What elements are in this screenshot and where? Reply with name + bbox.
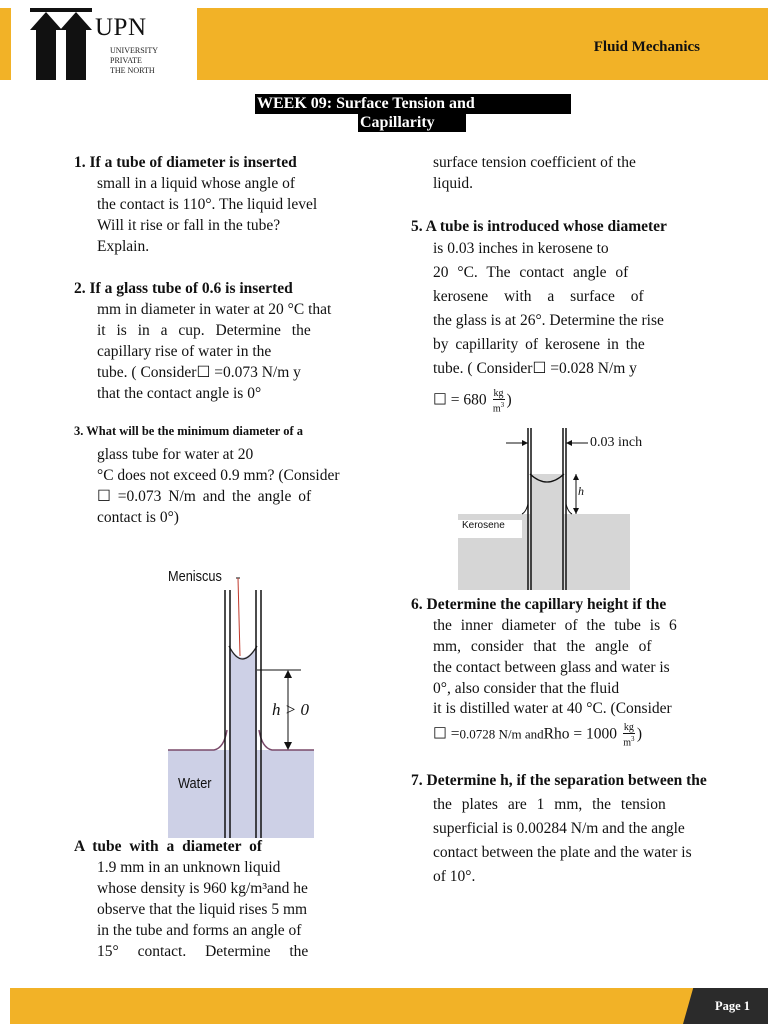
capillary-kerosene-figure: [458, 428, 630, 590]
logo-line-3: THE NORTH: [110, 66, 155, 75]
q3-line: contact is 0°): [97, 509, 179, 526]
q6-line: the inner diameter of the tube is 6: [433, 617, 677, 634]
unit-kg: kg: [493, 388, 504, 399]
q7-line: superficial is 0.00284 N/m and the angle: [433, 820, 685, 837]
q1-heading: 1. If a tube of diameter is inserted: [74, 154, 297, 171]
q5-rho-line: ☐ = 680 $\frac{kg}{m^3}$ ): [433, 388, 512, 415]
q2-line: that the contact angle is 0°: [97, 385, 262, 402]
q4-line: in the tube and forms an angle of: [97, 922, 302, 939]
q4-line: whose density is 960 kg/m³and he: [97, 880, 308, 897]
q6-line: it is distilled water at 40 °C. (Consider: [433, 700, 672, 717]
footer-band: [10, 988, 768, 1024]
q1-line: the contact is 110°. The liquid level: [97, 196, 318, 213]
page-title-line-2: Capillarity: [360, 114, 435, 131]
diameter-label: 0.03 inch: [590, 435, 643, 450]
kg-per-m3-fraction: [493, 388, 505, 414]
q2-line: it is in a cup. Determine the: [97, 322, 311, 339]
q3-line: °C does not exceed 0.9 mm? (Consider: [97, 467, 340, 484]
q5-line: kerosene with a surface of: [433, 288, 644, 305]
q5-line: tube. ( Consider☐ =0.028 N/m y: [433, 360, 637, 377]
kerosene-h-label: h: [578, 484, 584, 498]
page-title-line-1: WEEK 09: Surface Tension and: [257, 95, 475, 112]
q3-line: glass tube for water at 20: [97, 446, 254, 463]
q4-cont-line: surface tension coefficient of the: [433, 154, 636, 171]
q4-cont-line: liquid.: [433, 175, 474, 192]
course-title: Fluid Mechanics: [593, 39, 700, 55]
q3-heading: 3. What will be the minimum diameter of a: [74, 424, 304, 438]
q6-rho: Rho = 1000: [543, 725, 617, 743]
q6-constants-line: ☐ =0.0728 N/m andRho = 1000 $\frac{kg}{m^3}$ ): [433, 722, 643, 749]
q4-line: 1.9 mm in an unknown liquid: [97, 859, 281, 876]
q5-rho-text: ☐ = 680: [433, 391, 487, 409]
q5-line: 20 °C. The contact angle of: [433, 264, 629, 281]
q6-line: 0°, also consider that the fluid: [433, 680, 620, 697]
q2-line: mm in diameter in water at 20 °C that: [97, 301, 332, 318]
q1-line: Will it rise or fall in the tube?: [97, 217, 281, 234]
q2-line: capillary rise of water in the: [97, 343, 272, 360]
q4-heading: A tube with a diameter of: [74, 838, 263, 855]
q5-heading: 5. A tube is introduced whose diameter: [411, 218, 667, 235]
q6-heading: 6. Determine the capillary height if the: [411, 596, 667, 613]
q5-line: the glass is at 26°. Determine the rise: [433, 312, 664, 329]
q5-line: by capillarity of kerosene in the: [433, 336, 645, 353]
q6-line: the contact between glass and water is: [433, 659, 670, 676]
logo-line-1: UNIVERSITY: [110, 46, 158, 55]
q2-heading: 2. If a glass tube of 0.6 is inserted: [74, 280, 293, 297]
meniscus-label: Meniscus: [168, 568, 222, 585]
q1-line: Explain.: [97, 238, 150, 255]
q5-line: is 0.03 inches in kerosene to: [433, 240, 609, 257]
q4-line: 15° contact. Determine the: [97, 943, 309, 960]
q6-sigma-value: 0.0728 N/m and: [459, 726, 544, 742]
q3-line: ☐ =0.073 N/m and the angle of: [97, 488, 312, 505]
q7-line: of 10°.: [433, 868, 476, 885]
q4-line: observe that the liquid rises 5 mm: [97, 901, 308, 918]
q6-line: mm, consider that the angle of: [433, 638, 652, 655]
q7-heading: 7. Determine h, if the separation between the: [411, 772, 707, 789]
h-label: h > 0: [272, 700, 309, 719]
unit-m3: $m^3$: [492, 401, 505, 415]
kg-per-m3-fraction: $\frac{kg}{m^3}$: [623, 722, 635, 749]
q7-line: contact between the plate and the water is: [433, 844, 692, 861]
logo-text: UPN: [95, 14, 147, 41]
page-header: [0, 0, 768, 80]
water-label: Water: [178, 775, 212, 792]
page-number: Page 1: [715, 999, 751, 1013]
upn-logo-icon: [30, 8, 100, 80]
capillary-water-figure: [166, 560, 316, 838]
q1-line: small in a liquid whose angle of: [97, 175, 296, 192]
logo-line-2: PRIVATE: [110, 56, 142, 65]
q6-sigma: ☐ =: [433, 725, 460, 743]
q2-line: tube. ( Consider☐ =0.073 N/m y: [97, 364, 301, 381]
kerosene-label: Kerosene: [462, 520, 505, 531]
q7-line: the plates are 1 mm, the tension: [433, 796, 666, 813]
